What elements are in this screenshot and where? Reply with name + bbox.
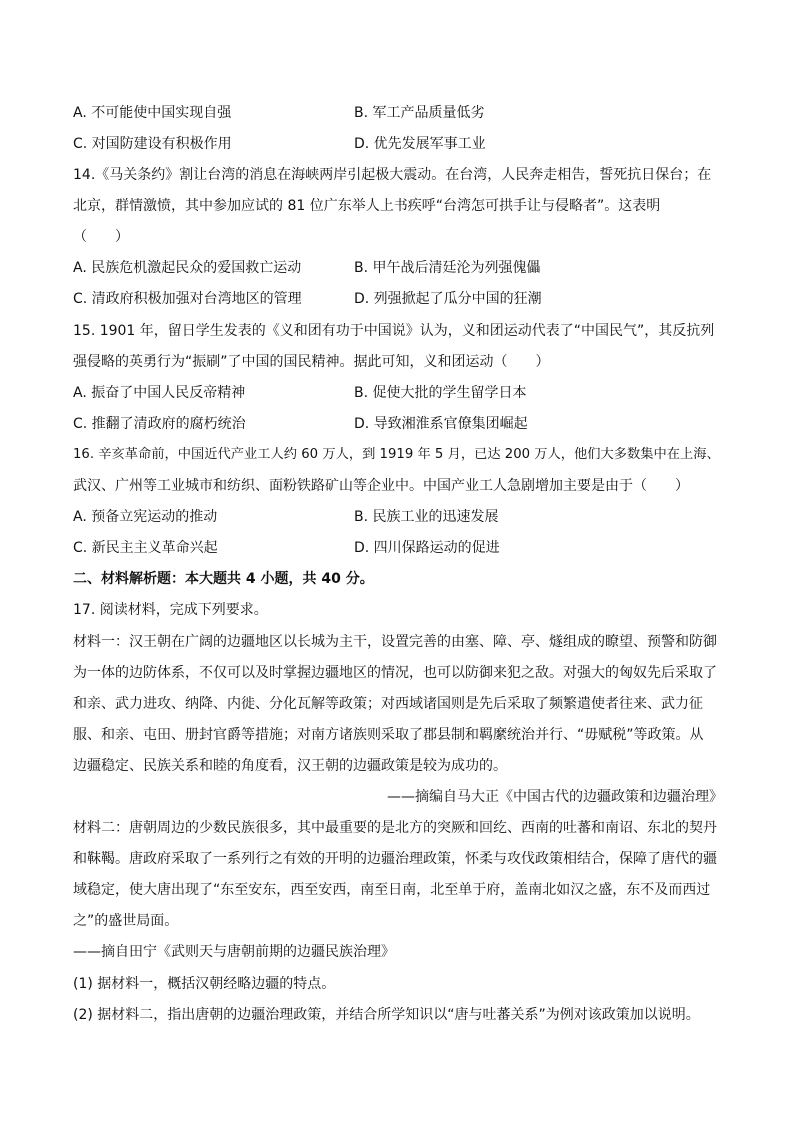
q13-option-a[interactable]: A. 不可能使中国实现自强 [73,105,232,121]
q17-material1-line-2: 为一体的边防体系，不仅可以及时掌握边疆地区的情况，也可以防御来犯之敌。对强大的匈奴先后采取了 [73,665,717,681]
q17-material1-line-1: 材料一：汉王朝在广阔的边疆地区以长城为主干，设置完善的由塞、障、亭、燧组成的瞭望、预警和防御 [73,634,717,650]
q16-stem-line-2: 武汉、广州等工业城市和纺织、面粉铁路矿山等企业中。中国产业工人急剧增加主要是由于（ ） [73,478,689,494]
q17-question-1: (1) 据材料一，概括汉朝经略边疆的特点。 [73,976,336,992]
q14-stem-line-2: 北京，群情激愤，其中参加应试的 81 位广东举人上书疾呼“台湾怎可拱手让与侵略者”。这表明 [73,198,661,214]
q15-option-a[interactable]: A. 振奋了中国人民反帝精神 [73,385,246,401]
q13-option-d[interactable]: D. 优先发展军事工业 [354,136,486,152]
q14-answer-bracket: （ ） [73,229,129,245]
section2-heading: 二、材料解析题：本大题共 4 小题，共 40 分。 [73,571,374,587]
q14-option-c[interactable]: C. 清政府积极加强对台湾地区的管理 [73,291,302,307]
q17-material2-line-3: 域稳定，使大唐出现了“东至安东，西至安西，南至日南，北至单于府，盖南北如汉之盛，东不及而西过 [73,882,711,898]
q17-source2: ——摘自田宁《武则天与唐朝前期的边疆民族治理》 [73,944,395,960]
q14-option-d[interactable]: D. 列强掀起了瓜分中国的狂潮 [354,291,542,307]
q16-option-c[interactable]: C. 新民主主义革命兴起 [73,540,218,556]
q16-option-d[interactable]: D. 四川保路运动的促进 [354,540,500,556]
q13-option-c[interactable]: C. 对国防建设有积极作用 [73,136,232,152]
q15-option-b[interactable]: B. 促使大批的学生留学日本 [354,385,527,401]
q16-option-a[interactable]: A. 预备立宪运动的推动 [73,509,218,525]
q17-material2-line-2: 和靺鞨。唐政府采取了一系列行之有效的开明的边疆治理政策，怀柔与攻伐政策相结合，保障了唐代的疆 [73,851,717,867]
q15-stem-line-2: 强侵略的英勇行为“振刷”了中国的国民精神。据此可知，义和团运动（ ） [73,354,550,370]
q14-stem-line-1: 14.《马关条约》割让台湾的消息在海峡两岸引起极大震动。在台湾，人民奔走相告，誓死抗日保台；在 [73,167,712,183]
q13-option-b[interactable]: B. 军工产品质量低劣 [354,105,485,121]
q15-stem-line-1: 15. 1901 年，留日学生发表的《义和团有功于中国说》认为，义和团运动代表了“中国民气”，其反抗列 [73,323,715,339]
q16-stem-line-1: 16. 辛亥革命前，中国近代产业工人约 60 万人，到 1919 年 5 月，已达 200 万人，他们大多数集中在上海、 [73,447,720,462]
q14-option-b[interactable]: B. 甲午战后清廷沦为列强傀儡 [354,260,541,276]
q15-option-c[interactable]: C. 推翻了清政府的腐朽统治 [73,416,246,432]
q17-material2-line-1: 材料二：唐朝周边的少数民族很多，其中最重要的是北方的突厥和回纥、西南的吐蕃和南诏、东北的契丹 [73,820,717,836]
q17-intro: 17. 阅读材料，完成下列要求。 [73,602,268,618]
q17-material2-line-4: 之”的盛世局面。 [73,913,179,929]
q17-material1-line-3: 和亲、武力进攻、纳降、内徙、分化瓦解等政策；对西域诸国则是先后采取了频繁遣使者往来、武力征 [73,696,703,712]
q16-option-b[interactable]: B. 民族工业的迅速发展 [354,509,499,525]
q15-option-d[interactable]: D. 导致湘淮系官僚集团崛起 [354,416,528,432]
q17-material1-line-4: 服、和亲、屯田、册封官爵等措施；对南方诸族则采取了郡县制和羁縻统治并行、“毋赋税”等政策。从 [73,727,704,743]
q17-question-2: (2) 据材料二，指出唐朝的边疆治理政策，并结合所学知识以“唐与吐蕃关系”为例对该政策加以说明。 [73,1007,700,1023]
q17-material1-line-5: 边疆稳定、民族关系和睦的角度看，汉王朝的边疆政策是较为成功的。 [73,758,507,774]
q14-option-a[interactable]: A. 民族危机激起民众的爱国救亡运动 [73,260,302,276]
q17-source1: ——摘编自马大正《中国古代的边疆政策和边疆治理》 [387,789,723,805]
